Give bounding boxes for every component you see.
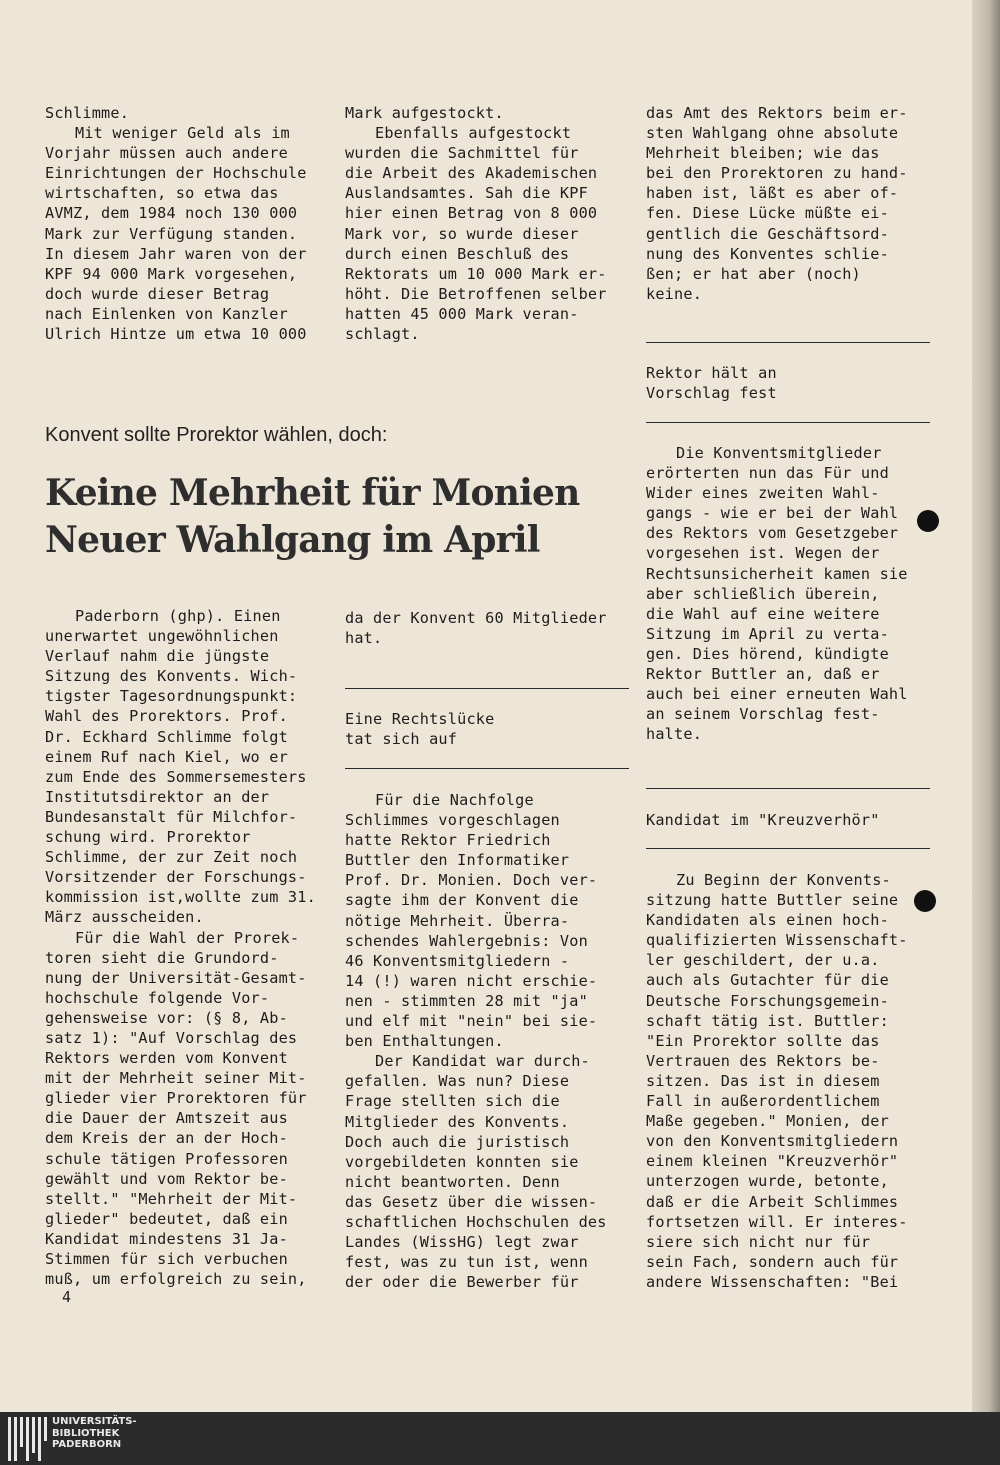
text-line: Prof. Dr. Monien. Doch ver-	[345, 871, 598, 890]
text-line: nung des Konventes schlie-	[646, 244, 889, 263]
text-line: nicht beantworten. Denn	[345, 1172, 560, 1191]
text-line: gangs - wie er bei der Wahl	[646, 504, 899, 523]
text-line: die Arbeit des Akademischen	[345, 164, 598, 183]
text-line: gehensweise vor: (§ 8, Ab-	[45, 1008, 288, 1027]
text-line: gentlich die Geschäftsord-	[646, 224, 889, 243]
text-line: und elf mit "nein" bei sie-	[345, 1012, 598, 1031]
text-line: Mitglieder des Konvents.	[345, 1112, 570, 1131]
text-line: Bundesanstalt für Milchfor-	[45, 807, 298, 826]
article-kicker: Konvent sollte Prorektor wählen, doch:	[45, 424, 388, 446]
text-line: Stimmen für sich verbuchen	[45, 1250, 288, 1268]
text-line: AVMZ, dem 1984 noch 130 000	[45, 204, 298, 223]
text-line: unterzogen wurde, betonte,	[646, 1172, 889, 1191]
text-line: März ausscheiden.	[45, 908, 204, 927]
text-line: Wider eines zweiten Wahl-	[646, 484, 880, 503]
text-line: fen. Diese Lücke müßte ei-	[646, 204, 889, 223]
subhead-rechtsluecke	[345, 709, 495, 749]
text-line: der oder die Bewerber für	[345, 1273, 579, 1292]
article-headline	[45, 470, 579, 564]
text-line: sitzen. Das ist in diesem	[646, 1071, 880, 1090]
text-line: Schlimme.	[45, 104, 130, 122]
text-line: schendes Wahlergebnis: Von	[345, 931, 588, 950]
text-line: hier einen Betrag von 8 000	[345, 204, 598, 223]
text-line: gefallen. Was nun? Diese	[345, 1072, 570, 1091]
right-column-block-2	[646, 443, 908, 744]
text-line: Doch auch die juristisch	[345, 1132, 570, 1151]
text-line: Mark vor, so wurde dieser	[345, 224, 579, 243]
text-line: Sitzung im April zu verta-	[646, 624, 889, 643]
logo-line: BIBLIOTHEK	[52, 1427, 120, 1439]
logo-line: UNIVERSITÄTS-	[52, 1416, 137, 1427]
text-line: schaft tätig ist. Buttler:	[646, 1011, 889, 1030]
text-line: Rektor Buttler an, daß er	[646, 665, 880, 684]
text-line: Paderborn (ghp). Einen	[75, 607, 281, 625]
divider-rule	[646, 788, 930, 789]
text-line: Mehrheit bleiben; wie das	[646, 144, 880, 163]
text-line: ßen; er hat aber (noch)	[646, 264, 861, 283]
text-line: fest, was zu tun ist, wenn	[345, 1253, 588, 1272]
text-line: 46 Konventsmitgliedern -	[345, 951, 570, 970]
text-line: unerwartet ungewöhnlichen	[45, 627, 279, 646]
library-logo-icon	[8, 1417, 48, 1461]
logo-line: PADERBORN	[52, 1439, 122, 1450]
text-line: Vorschlag fest	[646, 384, 777, 403]
text-line: tat sich auf	[345, 730, 458, 749]
text-line: zum Ende des Sommersemesters	[45, 767, 307, 786]
text-line: das Gesetz über die wissen-	[345, 1192, 598, 1211]
text-line: Landes (WissHG) legt zwar	[345, 1233, 579, 1252]
text-line: Deutsche Forschungsgemein-	[646, 991, 889, 1010]
text-line: an seinem Vorschlag fest-	[646, 705, 880, 724]
top-column-2	[345, 103, 607, 344]
text-line: Rektor hält an	[646, 364, 777, 382]
subhead-rektor-haelt	[646, 363, 777, 403]
text-line: Institutsdirektor an der	[45, 787, 270, 806]
text-line: halte.	[646, 725, 703, 744]
text-line: Auslandsamtes. Sah die KPF	[345, 184, 588, 203]
text-line: haben ist, läßt es aber of-	[646, 184, 899, 203]
text-line: Zu Beginn der Konvents-	[676, 871, 891, 889]
text-line: Maße gegeben." Monien, der	[646, 1112, 889, 1131]
text-line: sein Fach, sondern auch für	[646, 1252, 899, 1271]
text-line: Wahl des Prorektors. Prof.	[45, 707, 288, 726]
text-line: qualifizierten Wissenschaft-	[646, 931, 908, 950]
text-line: glieder" bedeutet, daß ein	[45, 1209, 288, 1228]
punch-hole	[914, 890, 936, 912]
text-line: Einrichtungen der Hochschule	[45, 164, 307, 183]
text-line: nen - stimmten 28 mit "ja"	[345, 991, 588, 1010]
text-line: Verlauf nahm die jüngste	[45, 647, 270, 666]
text-line: mit der Mehrheit seiner Mit-	[45, 1069, 307, 1088]
text-line: Frage stellten sich die	[345, 1092, 560, 1111]
text-line: glieder vier Prorektoren für	[45, 1089, 307, 1108]
text-line: von den Konventsmitgliedern	[646, 1132, 899, 1151]
text-line: KPF 94 000 Mark vorgesehen,	[45, 264, 298, 283]
text-line: des Rektors vom Gesetzgeber	[646, 524, 899, 543]
text-line: die Wahl auf eine weitere	[646, 604, 880, 623]
text-line: Kandidat mindestens 31 Ja-	[45, 1229, 288, 1248]
text-line: keine.	[646, 284, 703, 303]
divider-rule	[646, 422, 930, 423]
text-line: ben Enthaltungen.	[345, 1032, 504, 1051]
text-line: Rechtsunsicherheit kamen sie	[646, 564, 908, 583]
text-line: aber schließlich überein,	[646, 584, 880, 603]
text-line: hat.	[345, 629, 383, 648]
text-line: Vertrauen des Rektors be-	[646, 1051, 880, 1070]
subhead-kreuzverhoer	[646, 810, 880, 830]
text-line: Rektorats um 10 000 Mark er-	[345, 264, 607, 283]
top-column-1	[45, 103, 307, 344]
text-line: Ebenfalls aufgestockt	[375, 124, 572, 143]
text-line: hochschule folgende Vor-	[45, 988, 270, 1007]
text-line: dem Kreis der an der Hoch-	[45, 1129, 288, 1148]
text-line: einem kleinen "Kreuzverhör"	[646, 1152, 899, 1171]
article-column-2-bottom	[345, 790, 607, 1292]
text-line: die Dauer der Amtszeit aus	[45, 1109, 288, 1128]
text-line: siere sich nicht nur für	[646, 1232, 871, 1251]
text-line: ler geschildert, der u.a.	[646, 951, 880, 970]
text-line: muß, um erfolgreich zu sein,	[45, 1270, 307, 1289]
text-line: hatte Rektor Friedrich	[345, 831, 551, 850]
text-line: bei den Prorektoren zu hand-	[646, 164, 908, 183]
text-line: auch bei einer erneuten Wahl	[646, 685, 908, 704]
right-column-block-1	[646, 103, 908, 304]
text-line: schaftlichen Hochschulen des	[345, 1212, 607, 1231]
punch-hole	[917, 510, 939, 532]
text-line: Die Konventsmitglieder	[676, 444, 882, 462]
text-line: Vorjahr müssen auch andere	[45, 144, 288, 163]
text-line: schung wird. Prorektor	[45, 828, 251, 847]
headline-line-1: Keine Mehrheit für Monien	[45, 472, 580, 514]
text-line: Ulrich Hintze um etwa 10 000	[45, 325, 307, 344]
text-line: gen. Dies hörend, kündigte	[646, 644, 889, 663]
text-line: sagte ihm der Konvent die	[345, 891, 579, 910]
text-line: Fall in außerordentlichem	[646, 1092, 880, 1111]
text-line: Schlimme, der zur Zeit noch	[45, 848, 298, 867]
text-line: da der Konvent 60 Mitglieder	[345, 609, 607, 627]
text-line: stellt." "Mehrheit der Mit-	[45, 1189, 298, 1208]
text-line: Für die Nachfolge	[375, 791, 534, 809]
article-column-2-top	[345, 608, 607, 648]
text-line: wirtschaften, so etwa das	[45, 184, 279, 203]
text-line: Rektors werden vom Konvent	[45, 1049, 288, 1068]
text-line: Buttler den Informatiker	[345, 851, 570, 870]
divider-rule	[345, 768, 629, 769]
text-line: Mark zur Verfügung standen.	[45, 224, 298, 243]
page-edge-shadow	[972, 0, 1000, 1412]
text-line: Der Kandidat war durch-	[375, 1052, 590, 1071]
divider-rule	[646, 848, 930, 849]
text-line: doch wurde dieser Betrag	[45, 284, 270, 303]
text-line: hatten 45 000 Mark veran-	[345, 304, 579, 323]
text-line: Mit weniger Geld als im	[75, 124, 290, 143]
text-line: wurden die Sachmittel für	[345, 144, 579, 163]
text-line: satz 1): "Auf Vorschlag des	[45, 1028, 298, 1047]
text-line: nung der Universität-Gesamt-	[45, 968, 307, 987]
text-line: sten Wahlgang ohne absolute	[646, 124, 899, 143]
text-line: fortsetzen will. Er interes-	[646, 1212, 908, 1231]
divider-rule	[646, 342, 930, 343]
text-line: Mark aufgestockt.	[345, 104, 504, 122]
text-line: das Amt des Rektors beim er-	[646, 104, 908, 122]
text-line: Kandidat im "Kreuzverhör"	[646, 811, 880, 829]
text-line: Für die Wahl der Prorek-	[75, 928, 300, 947]
text-line: höht. Die Betroffenen selber	[345, 284, 607, 303]
text-line: durch einen Beschluß des	[345, 244, 570, 263]
text-line: toren sieht die Grundord-	[45, 948, 279, 967]
page-number: 4	[62, 1288, 72, 1306]
article-column-1	[45, 606, 316, 1289]
text-line: nötige Mehrheit. Überra-	[345, 911, 570, 930]
text-line: tigster Tagesordnungspunkt:	[45, 687, 298, 706]
text-line: auch als Gutachter für die	[646, 971, 889, 990]
text-line: daß er die Arbeit Schlimmes	[646, 1192, 899, 1211]
text-line: einem Ruf nach Kiel, wo er	[45, 747, 288, 766]
text-line: Dr. Eckhard Schlimme folgt	[45, 727, 288, 746]
text-line: vorgesehen ist. Wegen der	[646, 544, 880, 563]
text-line: schule tätigen Professoren	[45, 1149, 288, 1168]
text-line: vorgebildeten konnten sie	[345, 1152, 579, 1171]
text-line: 14 (!) waren nicht erschie-	[345, 971, 598, 990]
text-line: Vorsitzender der Forschungs-	[45, 868, 307, 887]
divider-rule	[345, 688, 629, 689]
text-line: schlagt.	[345, 325, 420, 344]
text-line: Sitzung des Konvents. Wich-	[45, 667, 298, 686]
text-line: Schlimmes vorgeschlagen	[345, 811, 560, 830]
scan-footer	[0, 1412, 1000, 1465]
text-line: Kandidaten als einen hoch-	[646, 911, 889, 930]
text-line: kommission ist,wollte zum 31.	[45, 888, 316, 907]
right-column-block-3	[646, 870, 908, 1292]
text-line: "Ein Prorektor sollte das	[646, 1031, 880, 1050]
text-line: sitzung hatte Buttler seine	[646, 891, 899, 910]
text-line: erörterten nun das Für und	[646, 464, 889, 483]
headline-line-2: Neuer Wahlgang im April	[45, 519, 540, 561]
text-line: In diesem Jahr waren von der	[45, 244, 307, 263]
text-line: nach Einlenken von Kanzler	[45, 304, 288, 323]
text-line: andere Wissenschaften: "Bei	[646, 1272, 899, 1291]
text-line: gewählt und vom Rektor be-	[45, 1169, 288, 1188]
text-line: Eine Rechtslücke	[345, 710, 495, 728]
library-logo-text	[52, 1416, 137, 1451]
